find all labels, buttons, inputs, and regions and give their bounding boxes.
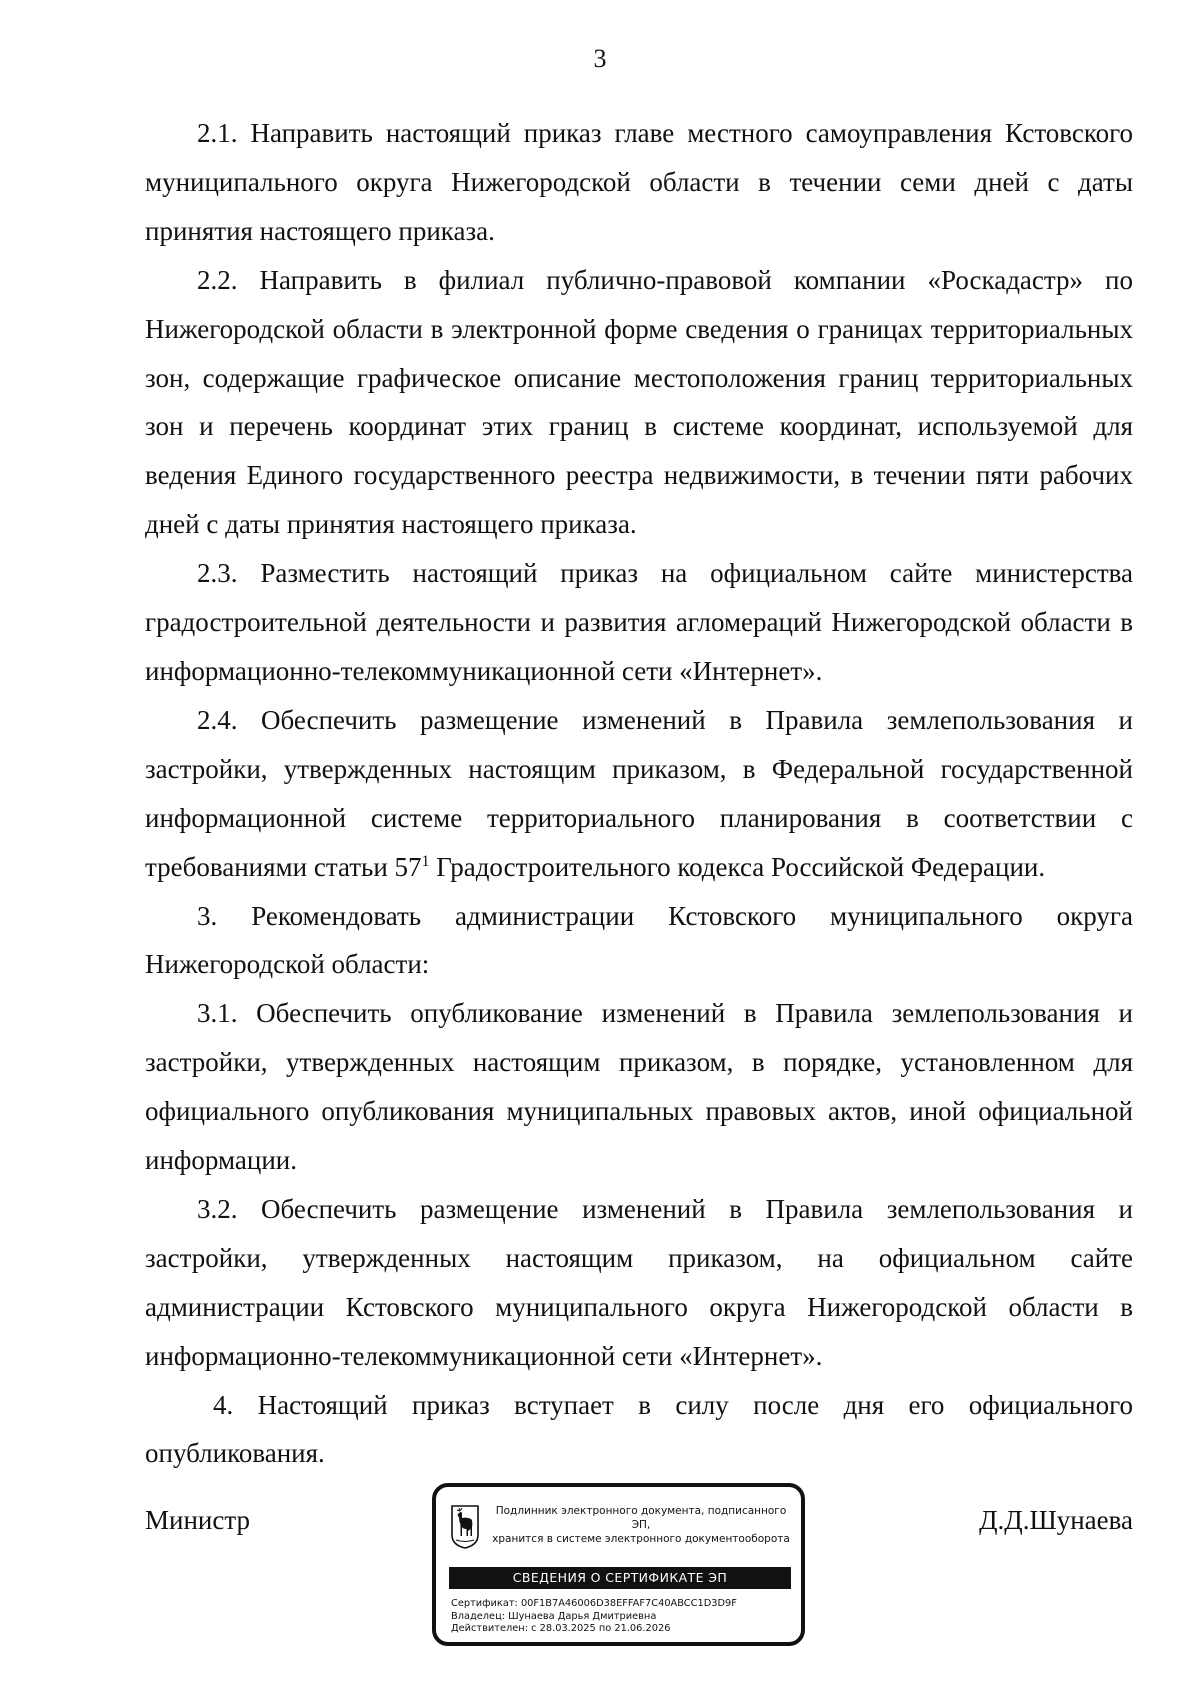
certificate-validity: Действителен: с 28.03.2025 по 21.06.2026	[451, 1623, 671, 1634]
certificate-owner: Владелец: Шунаева Дарья Дмитриевна	[451, 1610, 657, 1622]
certificate-details	[451, 1598, 796, 1636]
paragraph-2-4	[145, 696, 1133, 892]
certificate-serial: Сертификат: 00F1B7A46006D38EFFAF7C40ABCC1D3D9F	[451, 1598, 737, 1609]
paragraph-3-2: 3.2. Обеспечить размещение изменений в Правила землепользования и застройки, утвержденных настоящим приказом, на официальном сайте администрации Кстовского муниципального округа Нижегородской области в информационно-телекоммуникационной сети «Интернет».	[145, 1193, 1133, 1371]
stamp-header	[486, 1504, 796, 1546]
article-superscript: 1	[421, 852, 430, 870]
page-number: 3	[593, 44, 607, 73]
signer-name: Д.Д.Шунаева	[979, 1505, 1133, 1535]
stamp-header-line2: хранится в системе электронного документооборота	[492, 1533, 790, 1545]
deer-emblem-icon	[451, 1505, 479, 1549]
certificate-info-title: СВЕДЕНИЯ О СЕРТИФИКАТЕ ЭП	[449, 1567, 791, 1589]
stamp-header-line1: Подлинник электронного документа, подписанного ЭП,	[495, 1505, 787, 1531]
signer-position: Министр	[145, 1505, 250, 1535]
paragraph-3-1: 3.1. Обеспечить опубликование изменений в Правила землепользования и застройки, утвержденных настоящим приказом, в порядке, установленном для официального опубликования муниципальных правовых актов, иной официальной информации.	[145, 998, 1133, 1176]
document-body	[145, 109, 1133, 1478]
paragraph-2-4-text: 2.4. Обеспечить размещение изменений в Правила землепользования и застройки, утвержденных настоящим приказом, в Федеральной государственной информационной системе территориального планирования в соответствии с требованиями статьи 57	[145, 704, 1133, 882]
electronic-signature-stamp	[432, 1483, 805, 1646]
paragraph-2-3: 2.3. Разместить настоящий приказ на официальном сайте министерства градостроительной деятельности и развития агломераций Нижегородской области в информационно-телекоммуникационной сети «Интернет».	[145, 558, 1133, 686]
paragraph-2-2: 2.2. Направить в филиал публично-правовой компании «Роскадастр» по Нижегородской области в электронной форме сведения о границах территориальных зон, содержащие графическое описание местоположения границ территориальных зон и перечень координат этих границ в системе координат, используемой для ведения Единого государственного реестра недвижимости, в течении пяти рабочих дней с даты принятия настоящего приказа.	[145, 264, 1133, 540]
paragraph-4: 4. Настоящий приказ вступает в силу после дня его официального опубликования.	[145, 1389, 1133, 1469]
paragraph-2-4-tail: Градостроительного кодекса Российской Федерации.	[429, 851, 1046, 882]
paragraph-3: 3. Рекомендовать администрации Кстовского муниципального округа Нижегородской области:	[145, 900, 1133, 980]
paragraph-2-1: 2.1. Направить настоящий приказ главе местного самоуправления Кстовского муниципального округа Нижегородской области в течении семи дней с даты принятия настоящего приказа.	[145, 118, 1133, 246]
